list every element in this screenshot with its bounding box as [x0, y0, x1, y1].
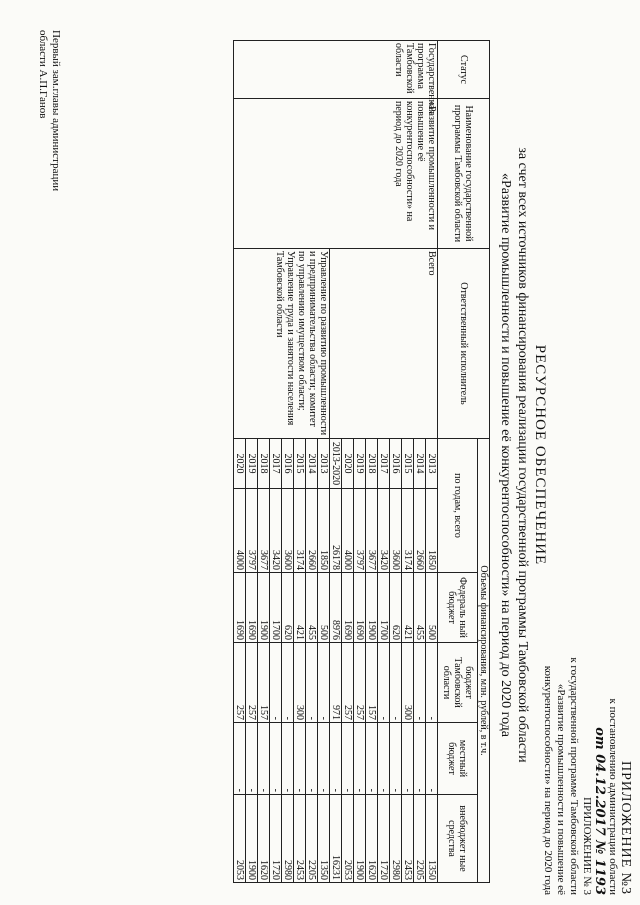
cell-federal: 1690 [234, 573, 246, 643]
cell-offbudget: 2980 [282, 795, 294, 883]
cell-federal: 421 [294, 573, 306, 643]
cell-local: - [318, 723, 330, 795]
cell-offbudget: 1350 [426, 795, 438, 883]
cell-total: 3420 [270, 489, 282, 573]
cell-offbudget: 2205 [414, 795, 426, 883]
document-subtitle-1: за счет всех источников финансирования реализации государственной программы Тамбовской области [515, 147, 530, 763]
cell-status: Государственная программа Тамбовской области [234, 41, 438, 99]
cell-federal: 500 [426, 573, 438, 643]
cell-total: 26178 [330, 489, 342, 573]
header-regional: бюджет Тамбовской области [438, 643, 478, 723]
cell-regional: 257 [246, 643, 258, 723]
cell-regional: - [414, 643, 426, 723]
cell-regional: - [378, 643, 390, 723]
cell-offbudget: 1900 [354, 795, 366, 883]
appendix-handwritten-date: от 04.12.2017 № 1193 [592, 727, 607, 895]
appendix-title: ПРИЛОЖЕНИЕ №3 [618, 761, 633, 895]
cell-executor-group: Управление по развитию промышленности и предпринимательства области; комитет по управлению имуществом области; Управление труда и занятости населения Тамбовской области [234, 249, 330, 439]
cell-offbudget: 1720 [270, 795, 282, 883]
cell-federal: 1690 [246, 573, 258, 643]
cell-total: 2660 [306, 489, 318, 573]
cell-year: 2016 [390, 439, 402, 489]
appendix-subtitle: ПРИЛОЖЕНИЕ № 3 [581, 797, 593, 895]
cell-year: 2017 [378, 439, 390, 489]
cell-local: - [402, 723, 414, 795]
cell-local: - [258, 723, 270, 795]
appendix-program-line3: конкурентоспособности» на период до 2020 года [542, 665, 554, 895]
cell-local: - [390, 723, 402, 795]
cell-total: 1850 [426, 489, 438, 573]
cell-local: - [306, 723, 318, 795]
signature-name: области А.П.Ганов [37, 30, 49, 119]
cell-total: 3174 [294, 489, 306, 573]
cell-total: 3174 [402, 489, 414, 573]
cell-local: - [342, 723, 354, 795]
cell-local: - [414, 723, 426, 795]
cell-offbudget: 1620 [258, 795, 270, 883]
cell-federal: 1700 [270, 573, 282, 643]
cell-year: 2014 [306, 439, 318, 489]
header-federal: Федераль ный бюджет [438, 573, 478, 643]
cell-year: 2013-2020 [330, 439, 342, 489]
cell-federal: 1690 [354, 573, 366, 643]
cell-federal: 1900 [258, 573, 270, 643]
cell-regional: 257 [342, 643, 354, 723]
document-title-block [497, 60, 548, 850]
cell-federal: 8976 [330, 573, 342, 643]
cell-local: - [282, 723, 294, 795]
header-executor: Ответственный исполнитель [438, 249, 490, 439]
header-name: Наименование государственной программы Тамбовской области [438, 99, 490, 249]
cell-year: 2020 [342, 439, 354, 489]
cell-year: 2015 [402, 439, 414, 489]
cell-year: 2020 [234, 439, 246, 489]
cell-federal: 620 [282, 573, 294, 643]
cell-federal: 455 [306, 573, 318, 643]
cell-regional: 157 [258, 643, 270, 723]
cell-total: 3420 [378, 489, 390, 573]
cell-federal: 1700 [378, 573, 390, 643]
cell-total: 1850 [318, 489, 330, 573]
appendix-program-line1: к государственной программе Тамбовской области [568, 657, 580, 895]
header-local: местный бюджет [438, 723, 478, 795]
cell-offbudget: 2453 [402, 795, 414, 883]
cell-total: 3677 [258, 489, 270, 573]
appendix-block [541, 395, 632, 895]
cell-total: 3797 [354, 489, 366, 573]
cell-year: 2016 [282, 439, 294, 489]
appendix-program-line2: «Развитие промышленности и повышение её [555, 683, 567, 895]
cell-regional: 971 [330, 643, 342, 723]
cell-total: 3797 [246, 489, 258, 573]
cell-local: - [294, 723, 306, 795]
cell-local: - [366, 723, 378, 795]
cell-year: 2018 [366, 439, 378, 489]
cell-local: - [330, 723, 342, 795]
cell-total: 4000 [342, 489, 354, 573]
cell-year: 2017 [270, 439, 282, 489]
cell-regional: 257 [354, 643, 366, 723]
cell-federal: 455 [414, 573, 426, 643]
cell-regional: - [318, 643, 330, 723]
table-row [426, 41, 438, 883]
cell-regional: 157 [366, 643, 378, 723]
cell-total: 3600 [390, 489, 402, 573]
cell-regional: - [282, 643, 294, 723]
cell-federal: 1900 [366, 573, 378, 643]
cell-offbudget: 1720 [378, 795, 390, 883]
cell-regional: 300 [294, 643, 306, 723]
cell-offbudget: 2980 [390, 795, 402, 883]
header-status: Статус [438, 41, 490, 99]
cell-local: - [426, 723, 438, 795]
cell-total: 4000 [234, 489, 246, 573]
cell-local: - [270, 723, 282, 795]
cell-offbudget: 16231 [330, 795, 342, 883]
resource-table [233, 40, 490, 883]
cell-federal: 620 [390, 573, 402, 643]
cell-offbudget: 2053 [342, 795, 354, 883]
cell-regional: - [390, 643, 402, 723]
cell-federal: 500 [318, 573, 330, 643]
cell-total: 3600 [282, 489, 294, 573]
cell-program-name: «Развитие промышленности и повышение её конкурентоспособности» на период до 2020 года [234, 99, 438, 249]
cell-year: 2013 [318, 439, 330, 489]
cell-offbudget: 1350 [318, 795, 330, 883]
cell-offbudget: 2205 [306, 795, 318, 883]
document-subtitle-2: «Развитие промышленности и повышение её конкурентоспособности» на период до 2020 года [498, 172, 513, 737]
cell-regional: - [270, 643, 282, 723]
cell-year: 2018 [258, 439, 270, 489]
cell-local: - [246, 723, 258, 795]
cell-local: - [354, 723, 366, 795]
cell-regional: - [306, 643, 318, 723]
cell-offbudget: 1620 [366, 795, 378, 883]
cell-year: 2014 [414, 439, 426, 489]
cell-year: 2015 [294, 439, 306, 489]
cell-offbudget: 1900 [246, 795, 258, 883]
resource-table-body [234, 41, 438, 883]
appendix-decree: к постановлению администрации области [607, 698, 619, 895]
header-offbudget: внебюджет ные средства [438, 795, 478, 883]
cell-federal: 421 [402, 573, 414, 643]
header-volumes: Объемы финансирования, млн. рублей, в т.ч. [478, 439, 490, 883]
cell-total: 3677 [366, 489, 378, 573]
cell-year: 2013 [426, 439, 438, 489]
document-title: РЕСУРСНОЕ ОБЕСПЕЧЕНИЕ [532, 344, 548, 566]
signature-block [36, 30, 62, 191]
cell-executor-total: Всего [330, 249, 438, 439]
cell-local: - [378, 723, 390, 795]
cell-federal: 1690 [342, 573, 354, 643]
cell-year: 2019 [354, 439, 366, 489]
cell-regional: - [426, 643, 438, 723]
cell-offbudget: 2453 [294, 795, 306, 883]
cell-regional: 300 [402, 643, 414, 723]
cell-offbudget: 2053 [234, 795, 246, 883]
cell-local: - [234, 723, 246, 795]
cell-year: 2019 [246, 439, 258, 489]
signature-position: Первый зам.главы администрации [50, 30, 62, 192]
cell-total: 2660 [414, 489, 426, 573]
header-by-years: по годам, всего [438, 439, 478, 573]
cell-regional: 257 [234, 643, 246, 723]
